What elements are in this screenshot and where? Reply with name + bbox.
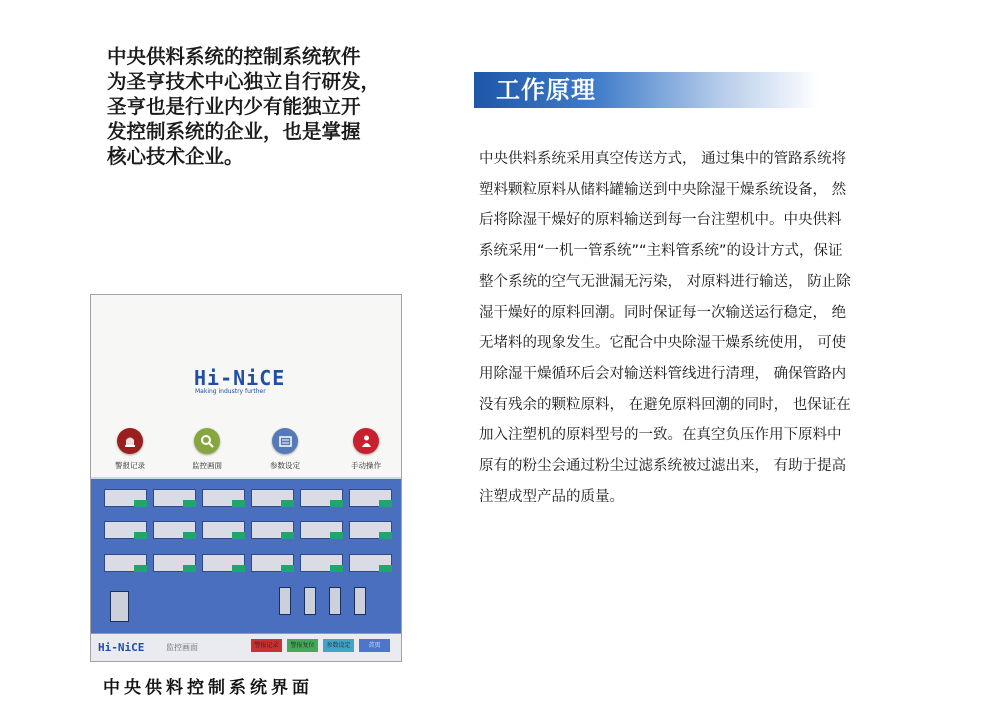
- machine-card[interactable]: [251, 489, 294, 507]
- machine-card[interactable]: [349, 554, 392, 572]
- hi-nice-logo: [194, 368, 299, 398]
- body-line: 中央供料系统采用真空传送方式， 通过集中的管路系统将: [479, 151, 847, 167]
- machine-card[interactable]: [153, 521, 196, 539]
- machine-card[interactable]: [202, 521, 245, 539]
- monitor-screen-label: 监控画面: [192, 461, 222, 470]
- hopper-tank[interactable]: [354, 587, 366, 615]
- hopper-tank[interactable]: [304, 587, 316, 615]
- intro-line-5: 核心技术企业。: [107, 145, 244, 168]
- machine-card[interactable]: [202, 554, 245, 572]
- hopper-tank[interactable]: [329, 587, 341, 615]
- body-line: 加入注塑机的原料型号的一致。在真空负压作用下原料中: [479, 427, 842, 444]
- machine-card[interactable]: [300, 489, 343, 507]
- intro-line-4: 发控制系统的企业，也是掌握: [107, 120, 361, 143]
- machine-card[interactable]: [153, 489, 196, 507]
- machine-card[interactable]: [300, 521, 343, 539]
- body-line: 原有的粉尘会通过粉尘过滤系统被过滤出来， 有助于提高: [479, 458, 847, 475]
- monitor-screen-button[interactable]: [177, 428, 237, 470]
- machine-card[interactable]: [349, 489, 392, 507]
- alarm-record-button[interactable]: [100, 428, 160, 470]
- working-principle-text: [479, 144, 919, 512]
- machine-card[interactable]: [104, 521, 147, 539]
- manual-operation-button[interactable]: [336, 428, 396, 470]
- body-line: 用除湿干燥循环后会对输送料管线进行清理， 确保管路内: [479, 365, 847, 382]
- parameter-settings-footer-button[interactable]: 参数设定: [323, 639, 354, 652]
- body-line: 整个系统的空气无泄漏无污染， 对原料进行输送， 防止除: [479, 273, 851, 290]
- body-line: 后将除湿干燥好的原料输送到每一台注塑机中。中央供料: [479, 212, 842, 229]
- machine-card[interactable]: [251, 554, 294, 572]
- logo-wordmark: Hi-NiCE: [194, 366, 286, 390]
- footer-logo: Hi-NiCE: [98, 641, 145, 654]
- alarm-record-status-button[interactable]: 警报记录: [251, 639, 282, 652]
- parameter-settings-button[interactable]: [255, 428, 315, 470]
- body-line: 系统采用“一机一管系统”“主料管系统”的设计方式，保证: [479, 243, 843, 260]
- home-button[interactable]: 首页: [359, 639, 390, 652]
- machine-card[interactable]: [202, 489, 245, 507]
- body-line: 没有残余的颗粒原料， 在避免原料回潮的同时， 也保证在: [479, 396, 851, 413]
- screen-bottom-toolbar: [91, 633, 401, 662]
- control-interface-caption: 中央供料控制系统界面: [103, 678, 313, 698]
- manual-operation-icon: [353, 428, 379, 454]
- hopper-tank[interactable]: [279, 587, 291, 615]
- intro-line-2: 为圣亨技术中心独立自行研发，: [107, 70, 381, 93]
- machine-card[interactable]: [349, 521, 392, 539]
- current-screen-title: 监控画面: [166, 643, 198, 652]
- body-line: 湿干燥好的原料回潮。同时保证每一次输送运行稳定， 绝: [479, 304, 847, 321]
- working-principle-banner: [474, 72, 819, 108]
- parameter-settings-label: 参数设定: [270, 461, 300, 470]
- intro-line-3: 圣亨也是行业内少有能独立开: [107, 95, 361, 118]
- body-line: 无堵料的现象发生。它配合中央除湿干燥系统使用， 可使: [479, 335, 847, 352]
- logo-tagline: Making industry further: [195, 388, 266, 395]
- intro-text-block: [107, 44, 397, 169]
- alarm-icon: [117, 428, 143, 454]
- manual-operation-label: 手动操作: [351, 461, 381, 470]
- alarm-record-label: 警报记录: [115, 461, 145, 470]
- intro-line-1: 中央供料系统的控制系统软件: [107, 45, 361, 68]
- machine-card[interactable]: [104, 554, 147, 572]
- section-title: 工作原理: [496, 76, 596, 104]
- central-dryer-tank[interactable]: [110, 591, 129, 622]
- machine-card[interactable]: [300, 554, 343, 572]
- alarm-reset-button[interactable]: 警报复位: [287, 639, 318, 652]
- central-feeding-control-screen: [90, 294, 402, 662]
- monitoring-dashboard: [91, 477, 401, 635]
- parameter-settings-icon: [272, 428, 298, 454]
- body-line: 塑料颗粒原料从储料罐输送到中央除湿干燥系统设备， 然: [479, 181, 847, 198]
- machine-card[interactable]: [251, 521, 294, 539]
- monitor-magnifier-icon: [194, 428, 220, 454]
- machine-card[interactable]: [104, 489, 147, 507]
- machine-card[interactable]: [153, 554, 196, 572]
- body-line: 注塑成型产品的质量。: [479, 488, 624, 505]
